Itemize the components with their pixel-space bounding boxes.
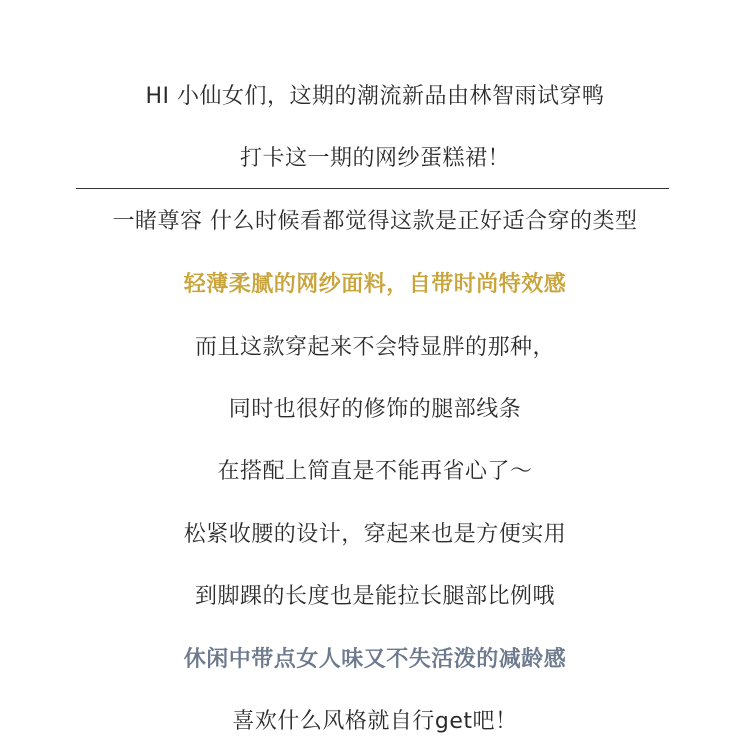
section-divider xyxy=(76,188,669,189)
description-line: 到脚踝的长度也是能拉长腿部比例哦 xyxy=(194,584,555,609)
description-line: 在搭配上简直是不能再省心了～ xyxy=(217,459,533,484)
closing-line: 喜欢什么风格就自行get吧！ xyxy=(232,709,518,734)
description-line: 而且这款穿起来不会特显胖的那种， xyxy=(194,335,555,360)
intro-line: HI 小仙女们，这期的潮流新品由林智雨试穿鸭 xyxy=(145,84,605,109)
description-line: 同时也很好的修饰的腿部线条 xyxy=(228,397,522,422)
highlight-fabric-line: 轻薄柔腻的网纱面料，自带时尚特效感 xyxy=(183,272,567,297)
highlight-style-line: 休闲中带点女人味又不失活泼的减龄感 xyxy=(183,647,567,672)
intro-subline: 打卡这一期的网纱蛋糕裙！ xyxy=(239,146,510,171)
description-line: 松紧收腰的设计，穿起来也是方便实用 xyxy=(183,522,567,547)
description-line: 一睹尊容 什么时候看都觉得这款是正好适合穿的类型 xyxy=(112,209,638,234)
